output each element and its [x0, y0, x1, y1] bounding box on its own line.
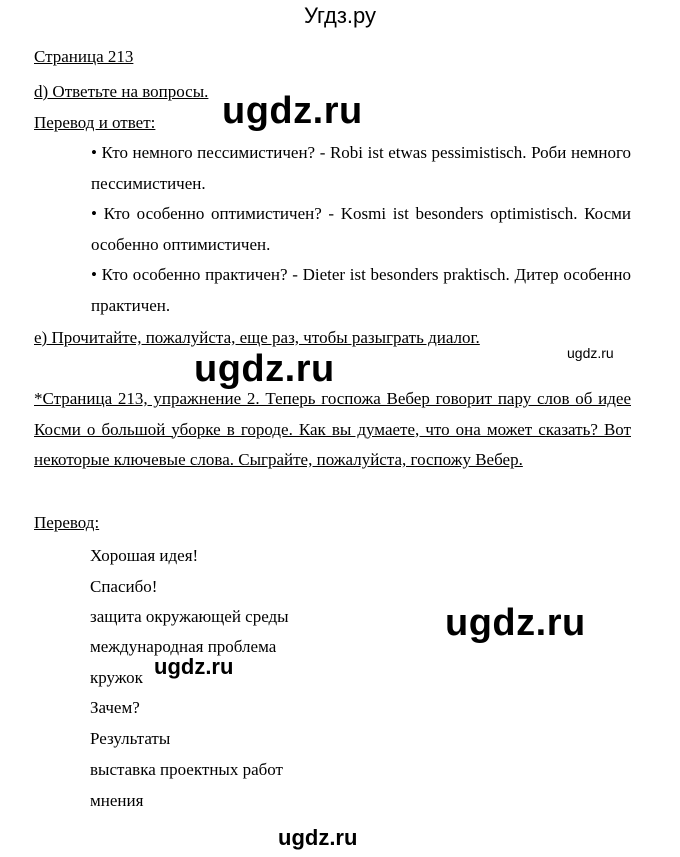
phrase-item: Зачем?: [90, 698, 140, 717]
phrase-item: Спасибо!: [90, 577, 158, 596]
phrase-item: кружок: [90, 668, 143, 687]
watermark: ugdz.ru: [154, 654, 234, 679]
answer-2: • Кто особенно оптимистичен? - Kosmi ist besonders optimistisch. Косми особенно оптимистичен.: [91, 204, 631, 254]
answer-paragraph: [34, 199, 631, 260]
answer-1: • Кто немного пессимистичен? - Robi ist etwas pessimistisch. Роби немного пессимистичен.: [91, 143, 631, 193]
answer-paragraph: [34, 260, 631, 321]
phrase-item: Хорошая идея!: [90, 546, 199, 565]
task-d: d) Ответьте на вопросы.: [34, 82, 209, 101]
phrase-item: Результаты: [90, 729, 171, 748]
phrase-item: выставка проектных работ: [90, 760, 283, 779]
phrase-item: защита окружающей среды: [90, 607, 289, 626]
watermark: ugdz.ru: [222, 90, 363, 132]
watermark: ugdz.ru: [194, 348, 335, 390]
exercise-2: *Страница 213, упражнение 2. Теперь госпожа Вебер говорит пару слов об идее Косми о большой уборке в городе. Как вы думаете, что она может сказать? Вот некоторые ключевые слова. Сыграйте, пожалуйста, госпожу Вебер.: [34, 389, 631, 469]
phrase-item: международная проблема: [90, 637, 277, 656]
watermark: ugdz.ru: [278, 825, 358, 850]
translation-label: Перевод:: [34, 513, 100, 532]
watermark: ugdz.ru: [567, 345, 614, 361]
task-e: e) Прочитайте, пожалуйста, еще раз, чтобы разыграть диалог.: [34, 328, 480, 347]
phrase-item: мнения: [90, 791, 144, 810]
answer-paragraph: [34, 138, 631, 199]
site-title: Угдз.ру: [303, 3, 377, 28]
answer-3: • Кто особенно практичен? - Dieter ist besonders praktisch. Дитер особенно практичен.: [91, 265, 631, 315]
page-label: Страница 213: [34, 47, 134, 66]
translation-answer-label: Перевод и ответ:: [34, 113, 156, 132]
watermark: ugdz.ru: [445, 602, 586, 644]
